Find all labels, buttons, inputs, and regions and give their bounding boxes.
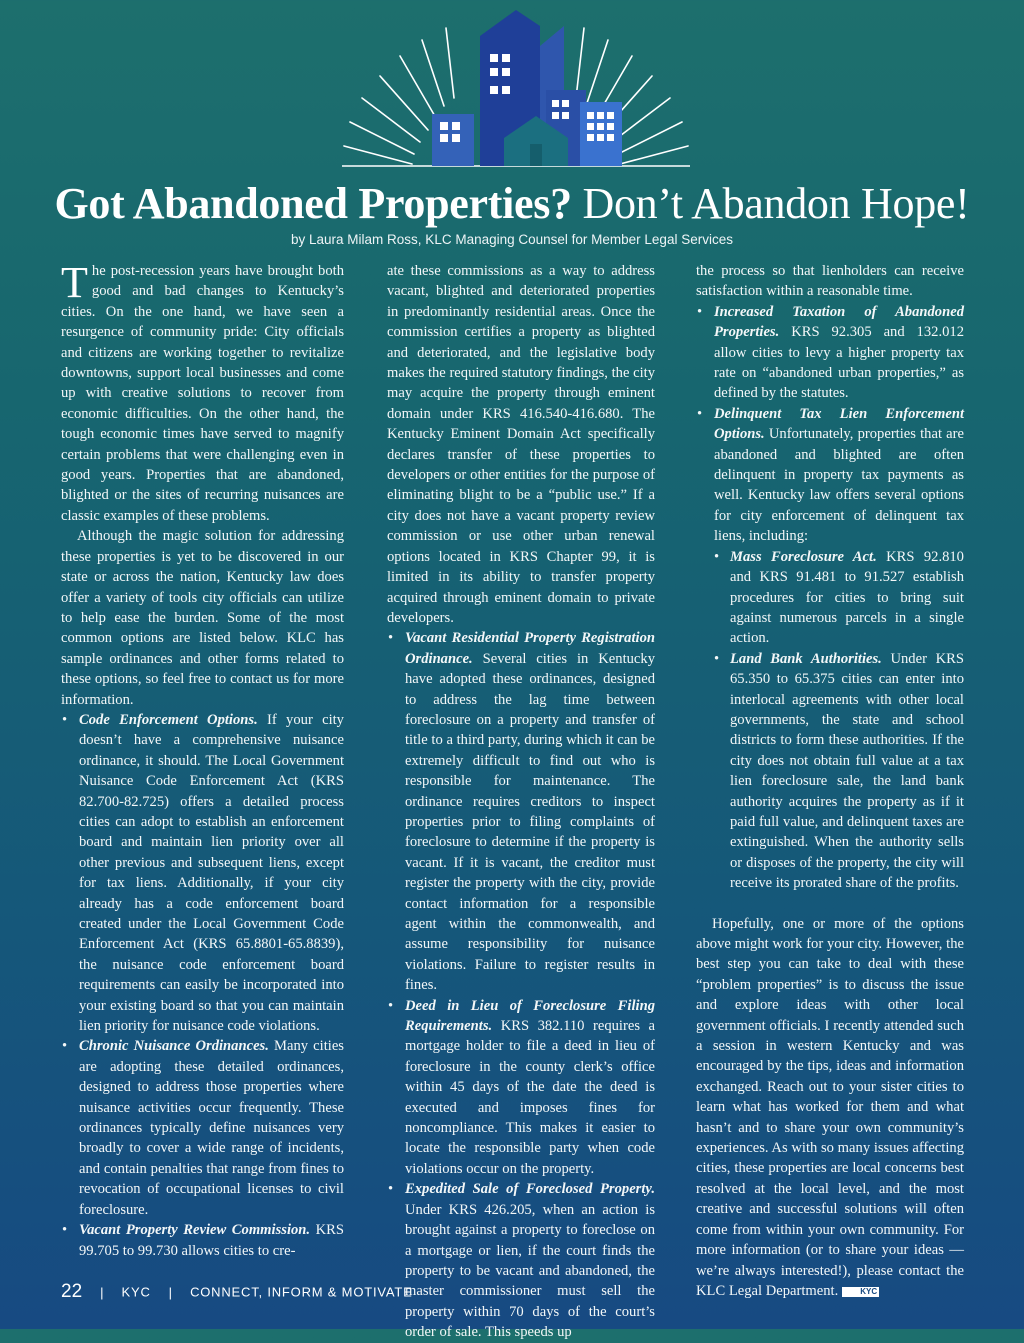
footer-separator: | bbox=[168, 1284, 173, 1300]
item-heading: Code Enforcement Options. bbox=[79, 711, 258, 728]
column-2 bbox=[387, 261, 655, 1343]
paragraph-closing: Hopefully, one or more of the options above might work for your city. However, the best step you can take to deal with these “problem properties” is to discuss the issue and explore ideas with other local government officials. I recently attended such a session in western Kentucky and was encouraged by the tips, ideas and information exchanged. Reach out to your sister cities to learn what has worked for them and what hasn’t and to share your own community’s experiences. As with so many issues affecting cities, these properties are local concerns best resolved at the local level, and the most creative and successful solutions will often come from within your own community. For more information (or to share your ideas — we’re always interested!), please contact the KLC Legal Department. KYC bbox=[696, 915, 964, 1299]
item-heading: Vacant Property Review Commission. bbox=[79, 1222, 311, 1239]
item-heading: Expedited Sale of Foreclosed Property. bbox=[405, 1181, 655, 1198]
options-list bbox=[387, 628, 655, 1342]
list-item: • Increased Taxation of Abandoned Properties. KRS 92.305 and 132.012 allow cities to levy a higher property tax rate on “abandoned urban properties,” as defined by the statutes. bbox=[696, 302, 964, 404]
list-item: • Deed in Lieu of Foreclosure Filing Requirements. KRS 382.110 requires a mortgage holder to file a deed in lieu of foreclosure in the county clerk’s office within 45 days of the date the deed is executed and imposes fines for noncompliance. This makes it easier to locate the responsible party when code violations occur on the property. bbox=[387, 996, 655, 1180]
options-list bbox=[61, 710, 344, 1261]
list-item: • Expedited Sale of Foreclosed Property. Under KRS 426.205, when an action is brought against a property to foreclose on a mortgage or lien, if the court finds the property to be vacant and abandoned, the master commissioner must sell the property within 70 days of the court’s order of sale. This speeds up bbox=[387, 1179, 655, 1342]
item-heading: Land Bank Authorities. bbox=[730, 650, 882, 667]
paragraph: the process so that lienholders can receive satisfaction within a reasonable time. bbox=[696, 263, 964, 300]
title-light: Don’t Abandon Hope! bbox=[582, 179, 970, 228]
byline: by Laura Milam Ross, KLC Managing Counsel for Member Legal Services bbox=[291, 232, 733, 247]
paragraph: ate these commissions as a way to address vacant, blighted and deteriorated properties in predominantly residential areas. Once the commission certifies a property as blighted and deteriorated, and the legislative body makes the required statutory findings, the city may acquire the property through eminent domain under KRS 416.540-416.680. The Kentucky Eminent Domain Act specifically declares transfer of these properties to developers or other entities for the purpose of eliminating blight to be a “public use.” If a city does not have a vacant property review commission or use other urban renewal options located in KRS Chapter 99, it is limited in its ability to transfer property acquired through eminent domain to private developers. bbox=[387, 263, 655, 626]
item-heading: Deed in Lieu of Foreclosure Filing Requirements. bbox=[405, 997, 655, 1035]
sub-list-item: • Land Bank Authorities. Under KRS 65.350 to 65.375 cities can enter into interlocal agreements with other local governments, the state and school districts to form these authorities. If the city does not obtain full value at a tax lien foreclosure sale, the land bank authority acquires the property as if it paid full value, and delinquent taxes are extinguished. When the authority sells or disposes of the property, the city will receive its prorated share of the profits. bbox=[714, 649, 964, 894]
title-bold: Got Abandoned Properties? bbox=[54, 179, 572, 228]
item-heading: Vacant Residential Property Registration Ordinance. bbox=[405, 630, 655, 667]
item-heading: Delinquent Tax Lien Enforcement Options. bbox=[714, 405, 964, 443]
kyc-end-mark: KYC bbox=[842, 1287, 879, 1297]
column-1 bbox=[61, 258, 344, 1261]
sub-list-item: • Mass Foreclosure Act. KRS 92.810 and KRS 91.481 to 91.527 establish procedures for cities to bring suit against numerous parcels in a single action. bbox=[714, 547, 964, 649]
item-heading: Chronic Nuisance Ordinances. bbox=[79, 1038, 269, 1055]
list-item: • Chronic Nuisance Ordinances. Many cities are adopting these detailed ordinances, designed to address those properties where nuisance activities occur frequently. These ordinances typically define nuisances very broadly to cover a wide range of incidents, and contain penalties that range from fines to revocation of occupational licenses to civil foreclosure. bbox=[61, 1036, 344, 1220]
column-3 bbox=[696, 261, 964, 1301]
list-item: • Delinquent Tax Lien Enforcement Options. Unfortunately, properties that are abandoned and blighted are often delinquent in property tax payments as well. Kentucky law offers several options for city enforcement of delinquent tax liens, including: • Mass Foreclosure Act. KRS 92.810 and KRS 91.481 to 91.527 establish procedures for cities to bring suit against numerous parcels in a single action. • Land Bank Authorities. Under KRS 65.350 to 65.375 cities can enter into interlocal agreements with other local governments, the state and school districts to form these authorities. If the city does not obtain full value at a tax lien foreclosure sale, the land bank authority acquires the property as if it paid full value, and delinquent taxes are extinguished. When the authority sells or disposes of the property, the city will receive its prorated share of the profits. bbox=[696, 404, 964, 894]
list-item: • Code Enforcement Options. If your city doesn’t have a comprehensive nuisance ordinance, it should. The Local Government Nuisance Code Enforcement Act (KRS 82.700-82.725) offers a detailed process cities can adopt to establish an enforcement board and maintain lien priority over all other previous and subsequent liens, except for tax liens. Additionally, if your city already has a code enforcement board created under the Local Government Code Enforcement Act (KRS 65.8801-65.8839), the nuisance code enforcement board requirements can easily be incorporated into your existing board so that you can maintain lien priority for nuisance code violations. bbox=[61, 710, 344, 1037]
magazine-name: KYC bbox=[121, 1284, 151, 1300]
sub-list bbox=[714, 547, 964, 894]
list-item: • Vacant Property Review Commission. KRS 99.705 to 99.730 allows cities to cre- bbox=[61, 1220, 344, 1261]
page-footer bbox=[61, 1280, 413, 1306]
paragraph: Although the magic solution for addressing these properties is yet to be discovered in our state or across the nation, Kentucky law does offer a variety of tools city officials can utilize to help ease the burden. Some of the most common options are listed below. KLC has sample ordinances and other forms related to these options, so feel free to contact us for more information. bbox=[61, 528, 344, 708]
list-item: • Vacant Residential Property Registration Ordinance. Several cities in Kentucky have adopted these ordinances, designed to address the lag time between foreclosure on a property and transfer of title to a third party, during which it can be extremely difficult to find out who is responsible for maintenance. The ordinance requires creditors to inspect properties prior to filing complaints of foreclosure to determine if the property is vacant. If it is vacant, the creditor must register the property with the city, provide contact information for a responsible agent within the commonwealth, and assume responsibility for nuisance violations. Failure to register results in fines. bbox=[387, 628, 655, 995]
page-title bbox=[0, 176, 1024, 232]
house-door bbox=[530, 144, 542, 166]
item-heading: Mass Foreclosure Act. bbox=[730, 548, 877, 565]
page-number: 22 bbox=[61, 1281, 83, 1302]
footer-tagline: CONNECT, INFORM & MOTIVATE bbox=[190, 1284, 413, 1300]
options-list bbox=[696, 302, 964, 894]
buildings-illustration bbox=[340, 6, 692, 170]
paragraph-intro: The post-recession years have brought both good and bad changes to Kentucky’s cities. On the one hand, we have seen a resurgence of community pride: City officials and citizens are working together to revitalize downtowns, support local businesses and come up with creative solutions to recover from economic difficulties. On the other hand, the tough economic times have served to magnify certain problems that were challenging even in good years. Properties that are abandoned, blighted or the sites of recurring nuisances are classic examples of these problems. bbox=[61, 258, 344, 524]
item-heading: Increased Taxation of Abandoned Properties. bbox=[714, 303, 964, 341]
drop-cap: T bbox=[61, 258, 88, 307]
footer-separator: | bbox=[100, 1284, 104, 1300]
